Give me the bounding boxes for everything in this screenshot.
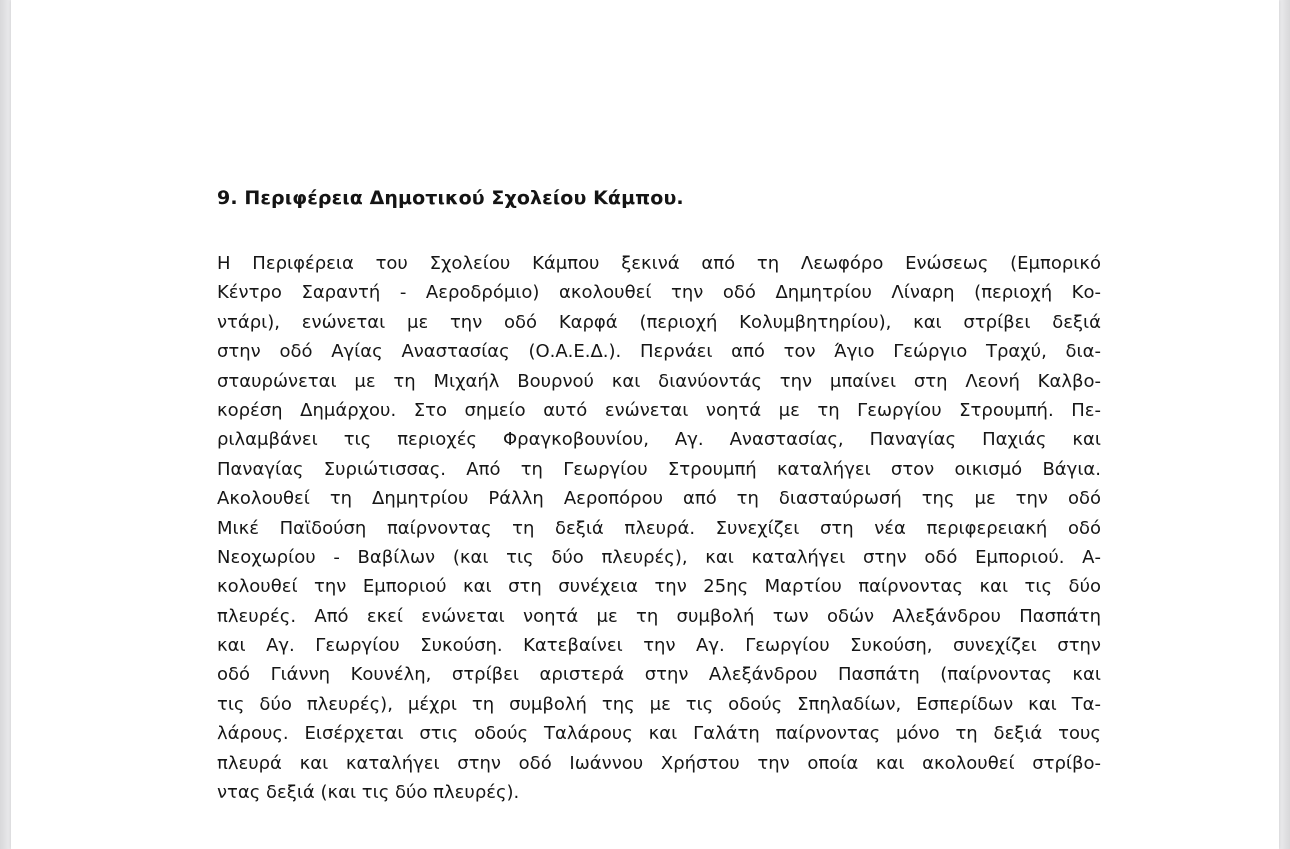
paragraph-line: Νεοχωρίου - Βαβίλων (και τις δύο πλευρές), και καταλήγει στην οδό Εμποριού. Α- [217,546,1101,568]
paragraph-line: ντας δεξιά (και τις δύο πλευρές). [217,782,520,804]
section-paragraph [217,249,1101,807]
paragraph-line: λάρους. Εισέρχεται στις οδούς Ταλάρους και Γαλάτη παίρνοντας μόνο τη δεξιά τους [217,723,1101,745]
section-heading: 9. Περιφέρεια Δημοτικού Σχολείου Κάμπου. [217,187,684,209]
paragraph-line: Ακολουθεί τη Δημητρίου Ράλλη Αεροπόρου από τη διασταύρωσή της με την οδό [217,488,1101,510]
paragraph-line: Η Περιφέρεια του Σχολείου Κάμπου ξεκινά από τη Λεωφόρο Ενώσεως (Εμπορικό [217,253,1101,274]
paragraph-line: ριλαμβάνει τις περιοχές Φραγκοβουνίου, Αγ. Αναστασίας, Παναγίας Παχιάς και [217,429,1101,451]
document-page [11,0,1279,849]
paragraph-line: Παναγίας Συριώτισσας. Από τη Γεωργίου Στρουμπή καταλήγει στον οικισμό Βάγια. [217,458,1101,480]
paragraph-line: τις δύο πλευρές), μέχρι τη συμβολή της με τις οδούς Σπηλαδίων, Εσπερίδων και Τα- [217,693,1101,715]
paragraph-line: ντάρι), ενώνεται με την οδό Καρφά (περιοχή Κολυμβητηρίου), και στρίβει δεξιά [217,311,1101,333]
paragraph-line: και Αγ. Γεωργίου Συκούση. Κατεβαίνει την Αγ. Γεωργίου Συκούση, συνεχίζει στην [217,635,1101,657]
paragraph-line: οδό Γιάννη Κουνέλη, στρίβει αριστερά στην Αλεξάνδρου Πασπάτη (παίρνοντας και [217,664,1101,686]
paragraph-line: στην οδό Αγίας Αναστασίας (Ο.Α.Ε.Δ.). Περνάει από τον Άγιο Γεώργιο Τραχύ, δια- [217,341,1101,363]
viewer-right-margin [1279,0,1290,849]
paragraph-line: Μικέ Παϊδούση παίρνοντας τη δεξιά πλευρά. Συνεχίζει στη νέα περιφερειακή οδό [217,517,1101,539]
paragraph-line: κολουθεί την Εμποριού και στη συνέχεια την 25ης Μαρτίου παίρνοντας και τις δύο [217,576,1101,598]
paragraph-line: σταυρώνεται με τη Μιχαήλ Βουρνού και διανύοντάς την μπαίνει στη Λεονή Καλβο- [217,370,1101,392]
paragraph-line: Κέντρο Σαραντή - Αεροδρόμιο) ακολουθεί την οδό Δημητρίου Λίναρη (περιοχή Κο- [217,282,1101,304]
viewer-left-margin [0,0,11,849]
paragraph-line: πλευρά και καταλήγει στην οδό Ιωάννου Χρήστου την οποία και ακολουθεί στρίβο- [217,752,1101,774]
paragraph-line: κορέση Δημάρχου. Στο σημείο αυτό ενώνεται νοητά με τη Γεωργίου Στρουμπή. Πε- [217,399,1101,421]
paragraph-line: πλευρές. Από εκεί ενώνεται νοητά με τη συμβολή των οδών Αλεξάνδρου Πασπάτη [217,605,1101,627]
